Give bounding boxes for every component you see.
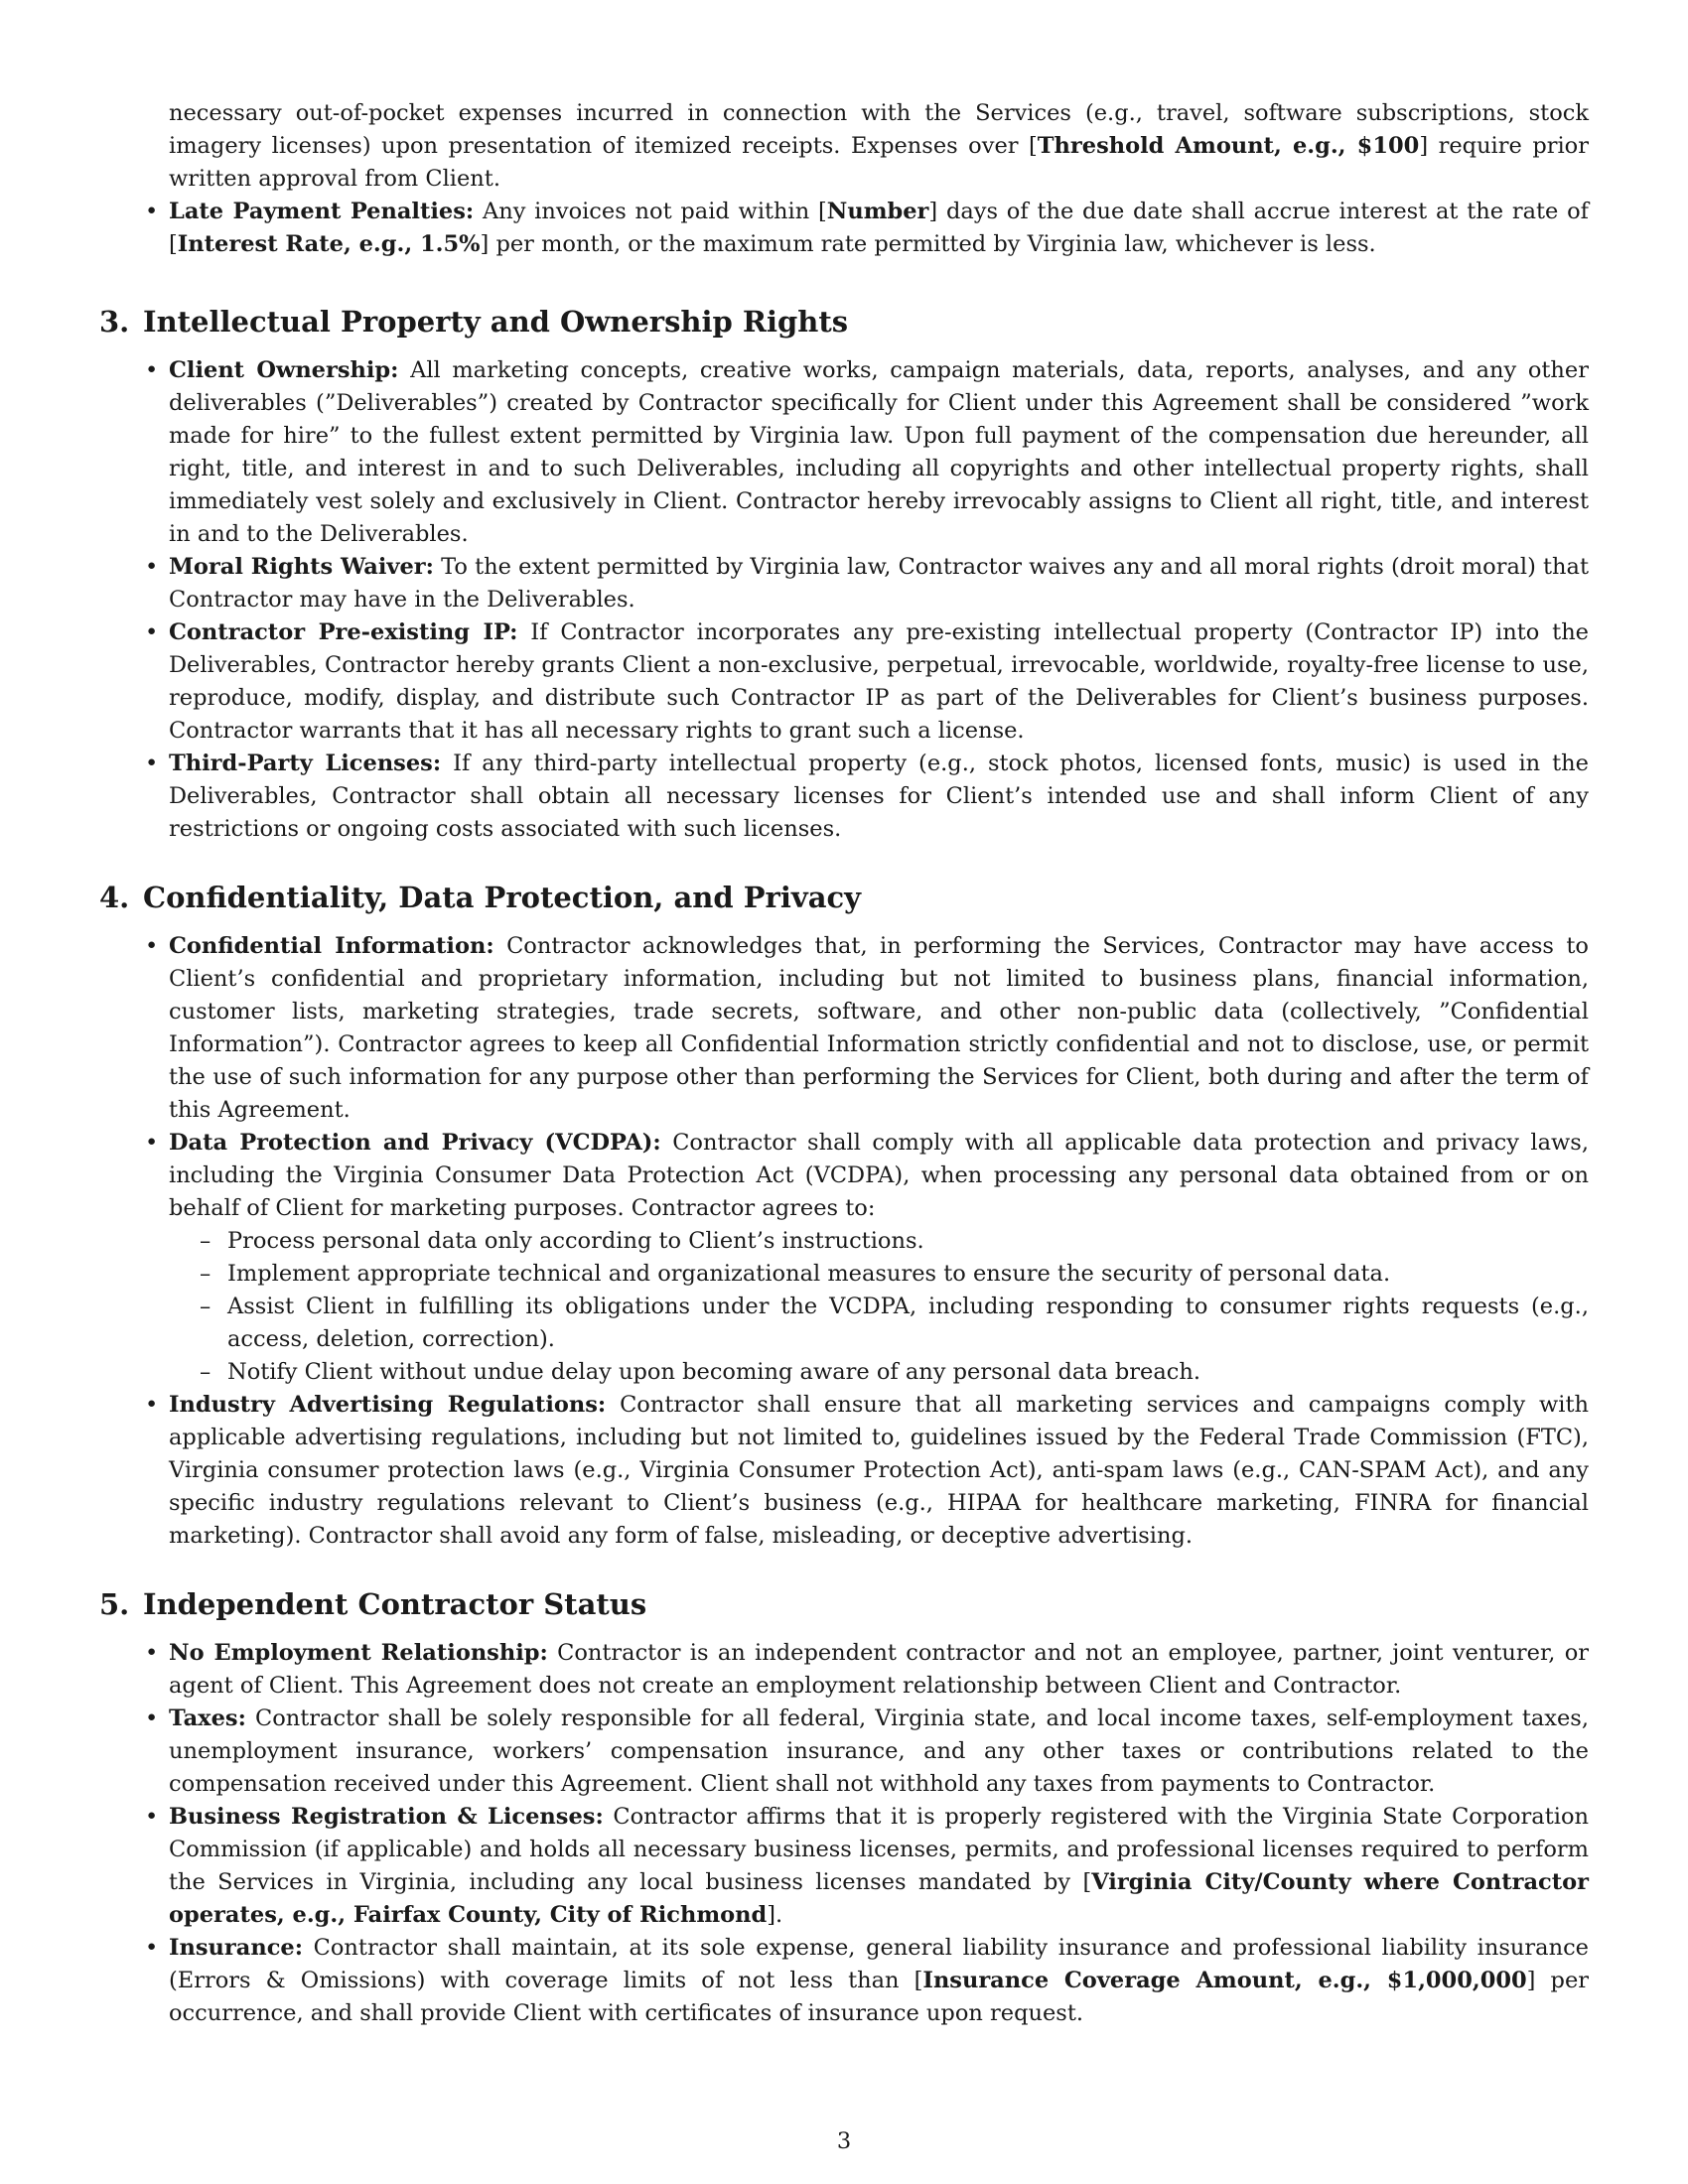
- threshold-placeholder: Threshold Amount, e.g., $100: [1037, 133, 1420, 159]
- vcdpa-item: [200, 1225, 1589, 1258]
- client-ownership-label: Client Ownership:: [169, 357, 399, 383]
- bullet-business-registration: [145, 1801, 1589, 1932]
- bullet-moral-rights: [145, 551, 1589, 616]
- bullet-late-payment: [145, 196, 1589, 261]
- preexisting-ip-text: If Contractor incorporates any pre-existing intellectual property (Contractor IP) into the Deliverables, Contractor hereby grants Client a non-exclusive, perpetual, irrevocable, worldwide, royalty-free license to use, reproduce, modify, display, and distribute such Contractor IP as part of the Deliverables for Client’s business purposes. Contractor warrants that it has all necessary rights to grant such a license.: [169, 619, 1590, 744]
- expenses-continuation: [169, 97, 1589, 196]
- vcdpa-label: Data Protection and Privacy (VCDPA):: [169, 1130, 661, 1156]
- bullet-confidential-info: [145, 930, 1589, 1127]
- preexisting-ip-label: Contractor Pre-existing IP:: [169, 619, 518, 645]
- bullet-preexisting-ip: [145, 616, 1590, 748]
- city-county-placeholder: Virginia City/County where Contractor operates, e.g., Fairfax County, City of Richmond: [169, 1869, 1589, 1928]
- confidential-info-label: Confidential Information:: [169, 933, 494, 959]
- moral-rights-label: Moral Rights Waiver:: [169, 554, 434, 580]
- page-number: 3: [836, 2128, 852, 2154]
- no-employment-label: No Employment Relationship:: [169, 1640, 548, 1666]
- page-content: [99, 97, 1589, 2030]
- dash-icon: –: [200, 1294, 211, 1319]
- section-5-title: Independent Contractor Status: [143, 1587, 647, 1621]
- late-payment-text-2: ] days of the due date shall accrue interest at the rate of [: [169, 199, 1589, 257]
- vcdpa-item: [200, 1356, 1589, 1389]
- moral-rights-text: To the extent permitted by Virginia law, Contractor waives any and all moral rights (droit moral) that Contractor may have in the Deliverables.: [169, 554, 1589, 613]
- industry-regulations-text: Contractor shall ensure that all marketing services and campaigns comply with applicable advertising regulations, including but not limited to, guidelines issued by the Federal Trade Commission (FTC), Virginia consumer protection laws (e.g., Virginia Consumer Protection Act), anti-spam laws (e.g., CAN-SPAM Act), and any specific industry regulations relevant to Client’s business (e.g., HIPAA for healthcare marketing, FINRA for financial marketing). Contractor shall avoid any form of false, misleading, or deceptive advertising.: [169, 1392, 1589, 1549]
- insurance-text: Contractor shall maintain, at its sole expense, general liability insurance and professional liability insurance (Errors & Omissions) with coverage limits of not less than [: [169, 1935, 1589, 1993]
- vcdpa-item-text: Process personal data only according to Client’s instructions.: [227, 1228, 924, 1254]
- section-4-heading: [99, 878, 1589, 917]
- vcdpa-item-text: Notify Client without undue delay upon becoming aware of any personal data breach.: [227, 1359, 1201, 1385]
- bullet-dot-icon: •: [145, 357, 159, 383]
- late-payment-text: Any invoices not paid within [: [474, 199, 827, 224]
- insurance-amount-placeholder: Insurance Coverage Amount, e.g., $1,000,000: [922, 1968, 1527, 1993]
- bullet-insurance: [145, 1932, 1590, 2030]
- vcdpa-item: [200, 1258, 1589, 1291]
- bullet-dot-icon: •: [145, 1392, 159, 1418]
- insurance-text-end: ] per occurrence, and shall provide Client with certificates of insurance upon request.: [169, 1968, 1590, 2026]
- business-registration-label: Business Registration & Licenses:: [169, 1804, 604, 1830]
- section-5-heading: [99, 1584, 1589, 1624]
- industry-regulations-label: Industry Advertising Regulations:: [169, 1392, 607, 1418]
- vcdpa-item-text: Assist Client in fulfilling its obligations under the VCDPA, including responding to consumer rights requests (e.g., access, deletion, correction).: [227, 1294, 1589, 1352]
- bullet-dot-icon: •: [145, 619, 159, 645]
- dash-icon: –: [200, 1359, 211, 1385]
- expenses-text-end: ] require prior written approval from Client.: [169, 133, 1589, 192]
- bullet-vcdpa: [145, 1127, 1589, 1225]
- business-registration-text-end: ].: [767, 1902, 783, 1928]
- section-3-heading: [99, 302, 1589, 341]
- bullet-dot-icon: •: [145, 199, 159, 224]
- vcdpa-item-text: Implement appropriate technical and organizational measures to ensure the security of personal data.: [227, 1261, 1391, 1287]
- bullet-dot-icon: •: [145, 1935, 159, 1961]
- section-3-number: 3.: [99, 305, 130, 339]
- vcdpa-text: Contractor shall comply with all applicable data protection and privacy laws, including the Virginia Consumer Data Protection Act (VCDPA), when processing any personal data obtained from or on behalf of Client for marketing purposes. Contractor agrees to:: [169, 1130, 1589, 1221]
- bullet-taxes: [145, 1703, 1589, 1801]
- bullet-industry-regulations: [145, 1389, 1589, 1553]
- section-4-title: Confidentiality, Data Protection, and Privacy: [143, 881, 861, 914]
- bullet-dot-icon: •: [145, 1804, 159, 1830]
- confidential-info-text: Contractor acknowledges that, in performing the Services, Contractor may have access to Client’s confidential and proprietary information, including but not limited to business plans, financial information, customer lists, marketing strategies, trade secrets, software, and other non-public data (collectively, ”Confidential Information”). Contractor agrees to keep all Confidential Information strictly confidential and not to disclose, use, or permit the use of such information for any purpose other than performing the Services for Client, both during and after the term of this Agreement.: [169, 933, 1589, 1123]
- section-4-number: 4.: [99, 881, 130, 914]
- bullet-dot-icon: •: [145, 751, 159, 776]
- bullet-dot-icon: •: [145, 554, 159, 580]
- bullet-dot-icon: •: [145, 1706, 159, 1731]
- interest-rate-placeholder: Interest Rate, e.g., 1.5%: [177, 231, 481, 257]
- dash-icon: –: [200, 1228, 211, 1254]
- bullet-client-ownership: [145, 354, 1589, 551]
- taxes-label: Taxes:: [169, 1706, 246, 1731]
- section-5-number: 5.: [99, 1587, 130, 1621]
- days-placeholder: Number: [826, 199, 929, 224]
- vcdpa-item: [200, 1291, 1589, 1356]
- no-employment-text: Contractor is an independent contractor and not an employee, partner, joint venturer, or agent of Client. This Agreement does not create an employment relationship between Client and Contractor.: [169, 1640, 1589, 1699]
- bullet-dot-icon: •: [145, 1130, 159, 1156]
- late-payment-label: Late Payment Penalties:: [169, 199, 475, 224]
- dash-icon: –: [200, 1261, 211, 1287]
- bullet-dot-icon: •: [145, 1640, 159, 1666]
- client-ownership-text: All marketing concepts, creative works, campaign materials, data, reports, analyses, and any other deliverables (”Deliverables”) created by Contractor specifically for Client under this Agreement shall be considered ”work made for hire” to the fullest extent permitted by Virginia law. Upon full payment of the compensation due hereunder, all right, title, and interest in and to such Deliverables, including all copyrights and other intellectual property rights, shall immediately vest solely and exclusively in Client. Contractor hereby irrevocably assigns to Client all right, title, and interest in and to the Deliverables.: [169, 357, 1589, 547]
- bullet-dot-icon: •: [145, 933, 159, 959]
- third-party-text: If any third-party intellectual property (e.g., stock photos, licensed fonts, music) is used in the Deliverables, Contractor shall obtain all necessary licenses for Client’s intended use and shall inform Client of any restrictions or ongoing costs associated with such licenses.: [169, 751, 1589, 842]
- bullet-third-party: [145, 748, 1589, 846]
- business-registration-text: Contractor affirms that it is properly registered with the Virginia State Corporation Commission (if applicable) and holds all necessary business licenses, permits, and professional licenses required to perform the Services in Virginia, including any local business licenses mandated by [: [169, 1804, 1589, 1895]
- third-party-label: Third-Party Licenses:: [169, 751, 442, 776]
- bullet-no-employment: [145, 1637, 1589, 1703]
- late-payment-text-3: ] per month, or the maximum rate permitted by Virginia law, whichever is less.: [480, 231, 1376, 257]
- section-3-title: Intellectual Property and Ownership Rights: [143, 305, 849, 339]
- taxes-text: Contractor shall be solely responsible for all federal, Virginia state, and local income taxes, self-employment taxes, unemployment insurance, workers’ compensation insurance, and any other taxes or contributions related to the compensation received under this Agreement. Client shall not withhold any taxes from payments to Contractor.: [169, 1706, 1589, 1797]
- insurance-label: Insurance:: [169, 1935, 304, 1961]
- expenses-text: necessary out-of-pocket expenses incurred in connection with the Services (e.g., travel, software subscriptions, stock imagery licenses) upon presentation of itemized receipts. Expenses over [: [169, 100, 1589, 159]
